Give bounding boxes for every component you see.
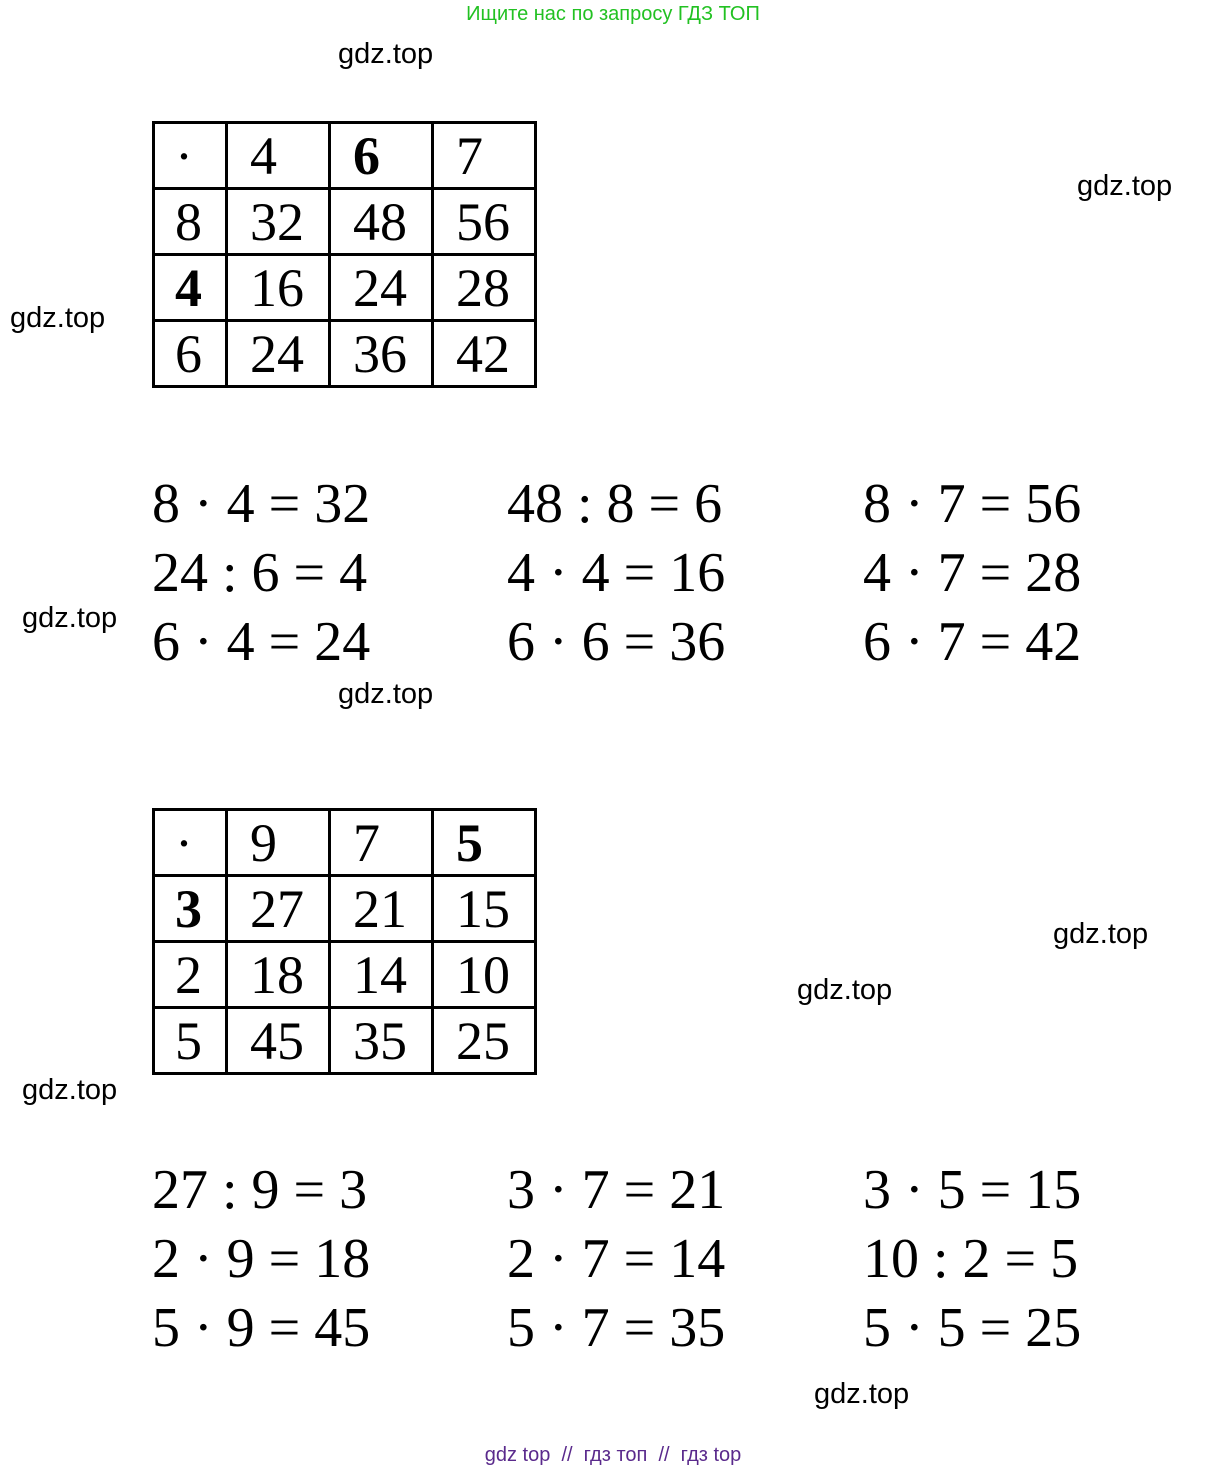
equation: 3 · 7 = 21 — [507, 1159, 726, 1221]
table-cell: 24 — [227, 321, 330, 387]
watermark: gdz.top — [797, 974, 893, 1006]
equation: 8 · 4 = 32 — [152, 473, 371, 535]
watermark: gdz.top — [22, 602, 118, 634]
table-row — [154, 189, 536, 255]
equation: 6 · 6 = 36 — [507, 611, 726, 673]
equation: 6 · 4 = 24 — [152, 611, 371, 673]
table-cell: 6 — [330, 123, 433, 189]
equation: 2 · 7 = 14 — [507, 1228, 726, 1290]
equations-1-col-3 — [863, 470, 1081, 677]
equation: 10 : 2 = 5 — [863, 1228, 1079, 1290]
table-row — [154, 942, 536, 1008]
table-cell: 3 — [154, 876, 227, 942]
watermark: gdz.top — [22, 1074, 118, 1106]
table-cell: 7 — [330, 810, 433, 876]
equations-1-col-1 — [152, 470, 370, 677]
table-cell: 32 — [227, 189, 330, 255]
equation: 3 · 5 = 15 — [863, 1159, 1082, 1221]
equation: 8 · 7 = 56 — [863, 473, 1082, 535]
table-cell: 15 — [433, 876, 536, 942]
equation: 6 · 7 = 42 — [863, 611, 1082, 673]
table-cell: 21 — [330, 876, 433, 942]
table-cell: 24 — [330, 255, 433, 321]
top-banner: Ищите нас по запросу ГДЗ ТОП — [466, 3, 760, 25]
table-row — [154, 1008, 536, 1074]
multiplication-table-2 — [152, 808, 537, 1075]
table-cell: 9 — [227, 810, 330, 876]
table-cell: 45 — [227, 1008, 330, 1074]
equation: 24 : 6 = 4 — [152, 542, 368, 604]
watermark: gdz.top — [814, 1378, 910, 1410]
table-row — [154, 123, 536, 189]
table-cell: 56 — [433, 189, 536, 255]
table-cell: 36 — [330, 321, 433, 387]
table-cell: 8 — [154, 189, 227, 255]
equation: 27 : 9 = 3 — [152, 1159, 368, 1221]
table-cell: 2 — [154, 942, 227, 1008]
equations-2-col-2 — [507, 1156, 725, 1363]
equation: 5 · 9 = 45 — [152, 1297, 371, 1359]
watermark: gdz.top — [1077, 170, 1173, 202]
table-cell: 14 — [330, 942, 433, 1008]
equation: 5 · 7 = 35 — [507, 1297, 726, 1359]
table-cell: · — [154, 123, 227, 189]
equation: 4 · 4 = 16 — [507, 542, 726, 604]
equation: 2 · 9 = 18 — [152, 1228, 371, 1290]
table-row — [154, 255, 536, 321]
table-cell: 35 — [330, 1008, 433, 1074]
watermark: gdz.top — [338, 678, 434, 710]
watermark: gdz.top — [338, 38, 434, 70]
footer-links: gdz top // гдз топ // гдз top — [484, 1444, 742, 1466]
table-row — [154, 810, 536, 876]
equations-2-col-1 — [152, 1156, 370, 1363]
table-cell: · — [154, 810, 227, 876]
table-cell: 5 — [433, 810, 536, 876]
table-cell: 25 — [433, 1008, 536, 1074]
equation: 5 · 5 = 25 — [863, 1297, 1082, 1359]
equation: 48 : 8 = 6 — [507, 473, 723, 535]
equation: 4 · 7 = 28 — [863, 542, 1082, 604]
watermark: gdz.top — [1053, 918, 1149, 950]
table-cell: 10 — [433, 942, 536, 1008]
equations-1-col-2 — [507, 470, 725, 677]
table-row — [154, 876, 536, 942]
table-cell: 42 — [433, 321, 536, 387]
table-cell: 28 — [433, 255, 536, 321]
equations-2-col-3 — [863, 1156, 1081, 1363]
table-cell: 16 — [227, 255, 330, 321]
table-cell: 18 — [227, 942, 330, 1008]
table-cell: 27 — [227, 876, 330, 942]
table-cell: 6 — [154, 321, 227, 387]
table-cell: 7 — [433, 123, 536, 189]
table-cell: 4 — [154, 255, 227, 321]
watermark: gdz.top — [10, 302, 106, 334]
multiplication-table-1 — [152, 121, 537, 388]
table-cell: 4 — [227, 123, 330, 189]
table-row — [154, 321, 536, 387]
table-cell: 48 — [330, 189, 433, 255]
table-cell: 5 — [154, 1008, 227, 1074]
